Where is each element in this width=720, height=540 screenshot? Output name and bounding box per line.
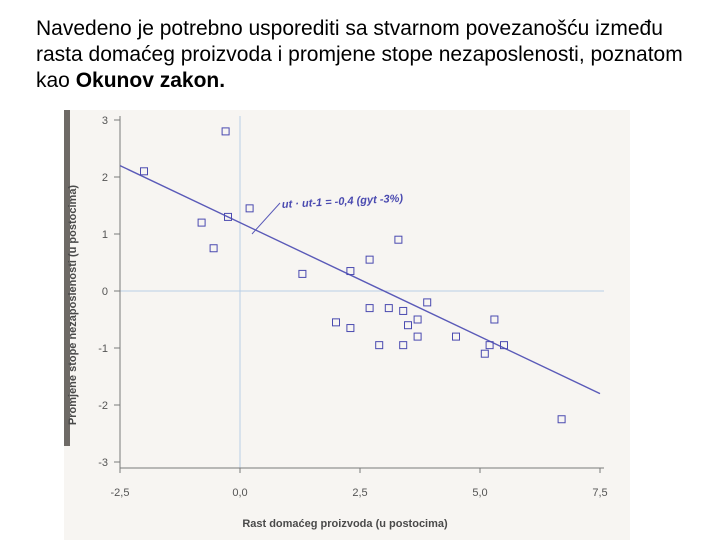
regression-equation-label: ut · ut-1 = -0,4 (gyt -3%) [281, 192, 404, 211]
intro-text: Navedeno je potrebno usporediti sa stvarnom povezanošću između rasta domaćeg proizvoda i promjene stope nezaposlenosti, poznatom kao [36, 17, 683, 92]
data-point [347, 325, 354, 332]
data-point [198, 219, 205, 226]
equation-leader-line [252, 203, 280, 234]
data-point [141, 168, 148, 175]
data-point [400, 307, 407, 314]
x-tick-label: 5,0 [472, 487, 488, 499]
data-point [222, 128, 229, 135]
reference-lines [120, 116, 604, 468]
data-point [376, 342, 383, 349]
data-point [385, 305, 392, 312]
y-axis-title: Promjene stope nezaposlenosti (u postocima) [67, 184, 79, 426]
data-point [405, 322, 412, 329]
data-point [246, 205, 253, 212]
y-tick-label: 0 [101, 286, 108, 298]
data-point [400, 342, 407, 349]
data-point [424, 299, 431, 306]
y-tick-label: -2 [98, 400, 108, 412]
y-tick-label: 3 [101, 115, 108, 127]
x-tick-label: -2,5 [110, 487, 130, 499]
data-point [366, 305, 373, 312]
data-point [491, 316, 498, 323]
y-tick-label: 2 [101, 172, 108, 184]
data-point [414, 333, 421, 340]
y-tick-label: -1 [98, 343, 108, 355]
x-tick-label: 0,0 [232, 487, 248, 499]
data-point [366, 256, 373, 263]
data-point [453, 333, 460, 340]
data-point [395, 236, 402, 243]
data-point [333, 319, 340, 326]
data-points [141, 128, 566, 423]
data-point [210, 245, 217, 252]
data-point [299, 270, 306, 277]
tick-labels [98, 115, 607, 499]
y-tick-label: 1 [101, 229, 108, 241]
x-tick-label: 7,5 [592, 487, 608, 499]
y-tick-label: -3 [98, 457, 108, 469]
x-axis-title: Rast domaćeg proizvoda (u postocima) [242, 518, 448, 530]
x-tick-label: 2,5 [352, 487, 368, 499]
data-point [558, 416, 565, 423]
data-point [414, 316, 421, 323]
axes [114, 116, 604, 473]
intro-term: Okunov zakon. [75, 69, 226, 92]
data-point [481, 350, 488, 357]
